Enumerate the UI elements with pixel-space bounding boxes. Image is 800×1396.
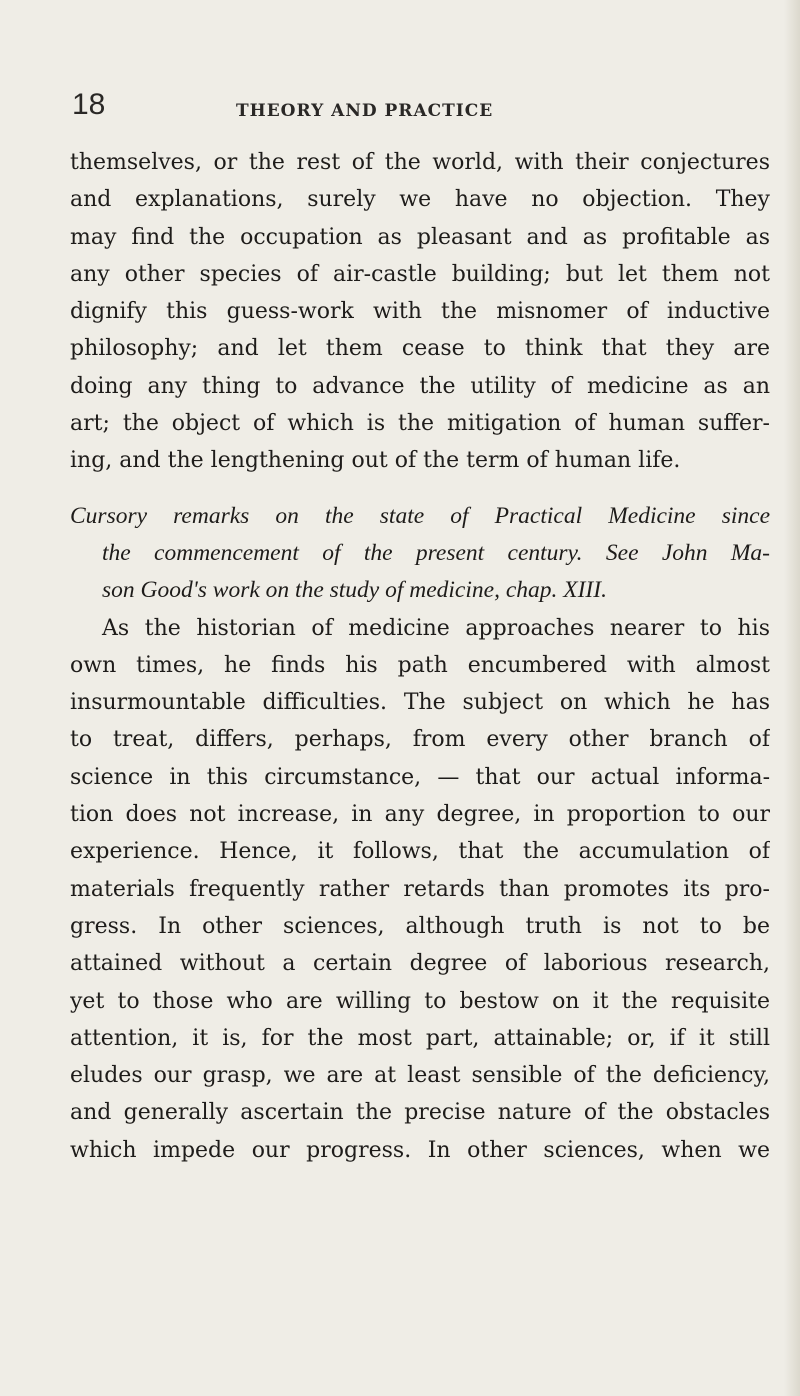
text-line: may find the occupation as pleasant and as profitable as [70,224,770,250]
text-line: to treat, differs, perhaps, from every other branch of [70,727,770,753]
section-heading [70,498,770,610]
text-line: materials frequently rather retards than promotes its pro- [70,876,770,902]
paragraph-1 [70,144,770,480]
text-line: attention, it is, for the most part, attainable; or, if it still [70,1025,770,1051]
text-line: gress. In other sciences, although truth is not to be [70,913,770,939]
text-line: experience. Hence, it follows, that the accumulation of [70,839,770,865]
text-line: insurmountable difficulties. The subject on which he has [70,690,770,716]
text-line: and explanations, surely we have no objection. They [70,187,770,213]
text-line: As the historian of medicine approaches nearer to his [102,615,770,641]
paragraph-2 [70,610,770,1169]
text-line: art; the object of which is the mitigation of human suffer- [70,411,770,437]
heading-line: son Good's work on the study of medicine, chap. XIII. [102,577,607,604]
page-edge-shadow [784,0,800,1396]
text-line: tion does not increase, in any degree, in proportion to our [70,802,770,828]
body-text [70,144,770,1169]
running-title: THEORY AND PRACTICE [236,101,494,121]
page-number: 18 [72,88,106,121]
text-line: own times, he finds his path encumbered with almost [70,652,770,678]
text-line: eludes our grasp, we are at least sensible of the deficiency, [70,1063,770,1089]
text-line: doing any thing to advance the utility of medicine as an [70,373,770,399]
text-line: philosophy; and let them cease to think that they are [70,336,770,362]
text-line: yet to those who are willing to bestow on it the requisite [70,988,770,1014]
text-line: any other species of air-castle building; but let them not [70,261,770,287]
text-line: and generally ascertain the precise nature of the obstacles [70,1100,770,1126]
text-line: which impede our progress. In other sciences, when we [70,1137,770,1163]
text-line: themselves, or the rest of the world, with their conjectures [70,150,770,175]
heading-line: Cursory remarks on the state of Practical Medicine since [70,502,770,529]
text-line: ing, and the lengthening out of the term of human life. [70,448,681,474]
text-line: attained without a certain degree of laborious research, [70,951,770,977]
heading-line: the commencement of the present century. See John Ma- [102,539,770,566]
text-line: science in this circumstance, — that our actual informa- [70,764,770,790]
text-line: dignify this guess-work with the misnomer of inductive [70,299,770,325]
